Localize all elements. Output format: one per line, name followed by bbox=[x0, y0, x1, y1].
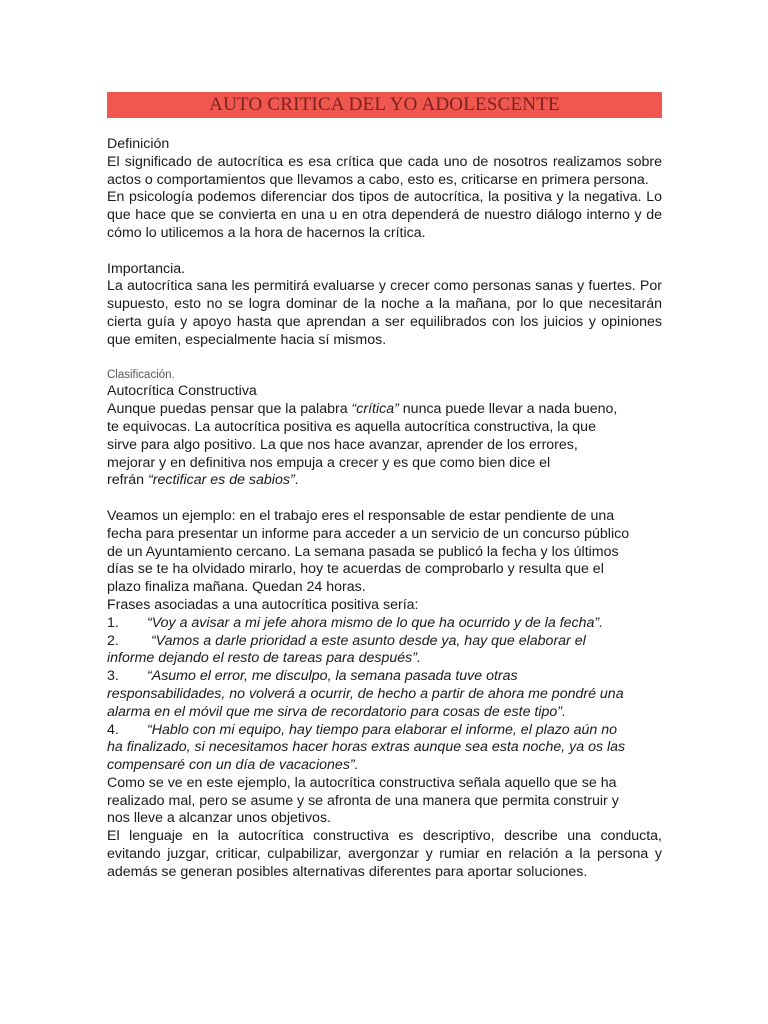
list-item-continuation: compensaré con un día de vacaciones”. bbox=[107, 757, 359, 774]
clasificacion-line-5: refrán “rectificar es de sabios”. bbox=[107, 472, 299, 489]
list-item-continuation: ha finalizado, si necesitamos hacer horas extras aunque sea esta noche, ya os las bbox=[107, 739, 626, 756]
importancia-paragraph: La autocrítica sana les permitirá evaluarse y crecer como personas sanas y fuertes. Por supuesto, esto no se logra dominar de la noche a la mañana, por lo que necesitarán cierta guía y apoyo hasta que aprendan a ser equilibrados con los juicios y opiniones que emiten, especialmente hacia sí mismos. bbox=[107, 278, 662, 348]
ejemplo-line-6: Frases asociadas a una autocrítica positiva sería: bbox=[107, 596, 419, 613]
importancia-heading: Importancia. bbox=[107, 260, 186, 277]
clasificacion-line-1: Aunque puedas pensar que la palabra “crítica” nunca puede llevar a nada bueno, bbox=[107, 401, 618, 418]
clasificacion-line-4: mejorar y en definitiva nos empuja a crecer y es que como bien dice el bbox=[107, 454, 551, 471]
document-title: AUTO CRITICA DEL YO ADOLESCENTE bbox=[107, 92, 662, 118]
list-item: 1. “Voy a avisar a mi jefe ahora mismo de lo que ha ocurrido y de la fecha”. bbox=[107, 614, 604, 631]
definicion-paragraph-2: En psicología podemos diferenciar dos tipos de autocrítica, la positiva y la negativa. Lo que hace que se convierta en una u en otra dependerá de nuestro diálogo interno y de cómo lo utilicemos a la hora de hacernos la crítica. bbox=[107, 189, 662, 241]
conclusion-line-1: Como se ve en este ejemplo, la autocrítica constructiva señala aquello que se ha bbox=[107, 774, 617, 791]
list-item: 2. “Vamos a darle prioridad a este asunto desde ya, hay que elaborar el bbox=[107, 632, 586, 649]
autocritica-constructiva-heading: Autocrítica Constructiva bbox=[107, 383, 257, 400]
list-item-continuation: responsabilidades, no volverá a ocurrir, de hecho a partir de ahora me pondré una bbox=[107, 685, 624, 702]
conclusion-line-3: nos lleve a alcanzar unos objetivos. bbox=[107, 810, 331, 827]
ejemplo-line-3: de un Ayuntamiento cercano. La semana pasada se publicó la fecha y los últimos bbox=[107, 543, 619, 560]
ejemplo-line-2: fecha para presentar un informe para acceder a un servicio de un concurso público bbox=[107, 525, 630, 542]
document-body bbox=[107, 136, 662, 882]
list-item: 3. “Asumo el error, me disculpo, la semana pasada tuve otras bbox=[107, 668, 518, 685]
ejemplo-line-5: plazo finaliza mañana. Quedan 24 horas. bbox=[107, 579, 366, 596]
clasificacion-line-3: sirve para algo positivo. La que nos hace avanzar, aprender de los errores, bbox=[107, 436, 578, 453]
frases-list bbox=[107, 615, 662, 775]
clasificacion-line-2: te equivocas. La autocrítica positiva es aquella autocrítica constructiva, la que bbox=[107, 418, 596, 435]
definicion-heading: Definición bbox=[107, 136, 170, 152]
list-item-continuation: informe dejando el resto de tareas para después”. bbox=[107, 650, 421, 667]
list-item-continuation: alarma en el móvil que me sirva de recordatorio para cosas de este tipo”. bbox=[107, 703, 566, 720]
conclusion-paragraph-2: El lenguaje en la autocrítica constructiva es descriptivo, describe una conducta, evitando juzgar, criticar, culpabilizar, avergonzar y rumiar en relación a la persona y además se generan posibles alternativas diferentes para aportar soluciones. bbox=[107, 828, 662, 880]
list-item: 4. “Hablo con mi equipo, hay tiempo para elaborar el informe, el plazo aún no bbox=[107, 721, 618, 738]
conclusion-line-2: realizado mal, pero se asume y se afronta de una manera que permita construir y bbox=[107, 792, 619, 809]
clasificacion-heading: Clasificación. bbox=[107, 369, 175, 382]
definicion-paragraph-1: El significado de autocrítica es esa crítica que cada uno de nosotros realizamos sobre actos o comportamientos que llevamos a cabo, esto es, criticarse en primera persona. bbox=[107, 153, 662, 188]
ejemplo-line-1: Veamos un ejemplo: en el trabajo eres el responsable de estar pendiente de una bbox=[107, 507, 615, 524]
ejemplo-line-4: días se te ha olvidado mirarlo, hoy te acuerdas de comprobarlo y resulta que el bbox=[107, 561, 604, 578]
